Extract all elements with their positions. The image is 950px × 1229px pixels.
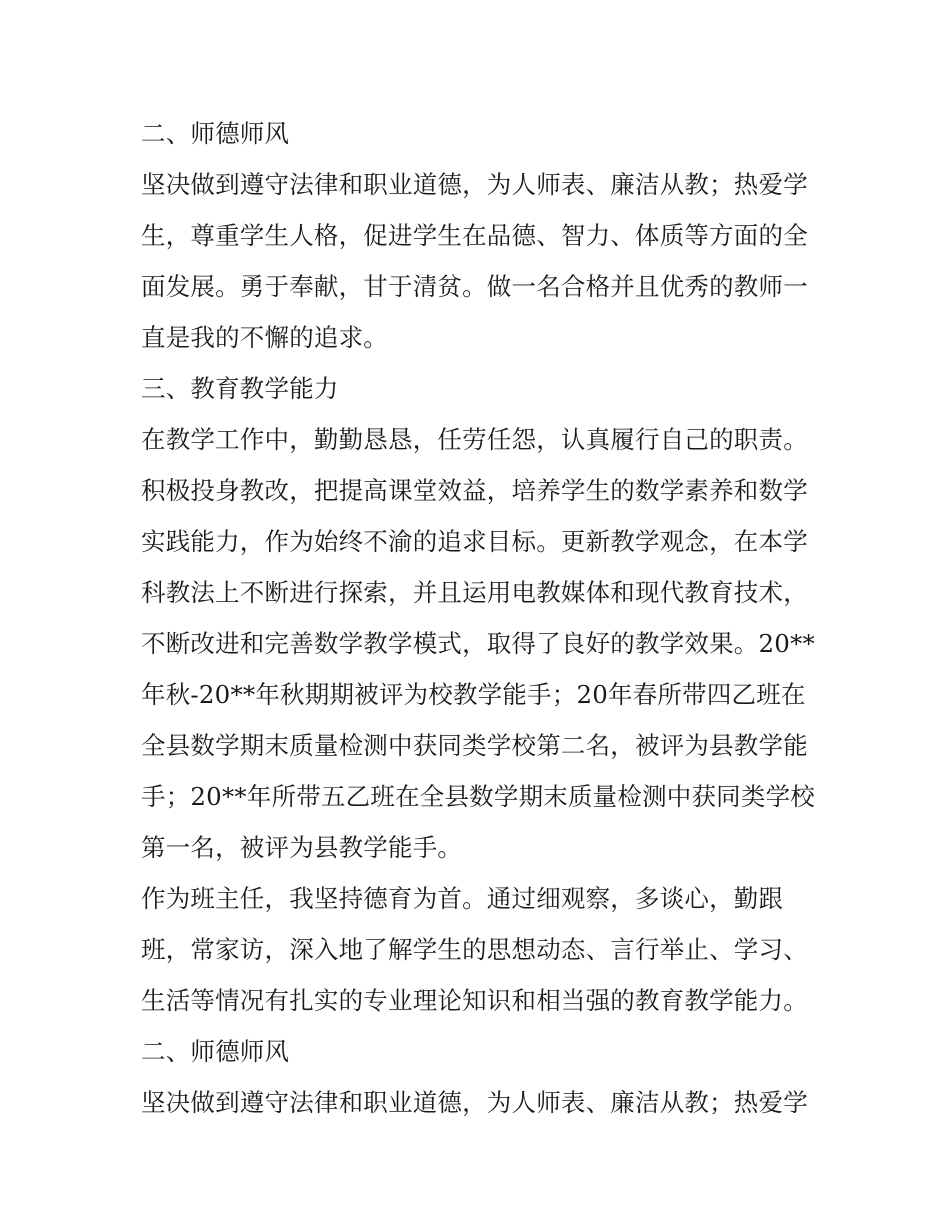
section-heading-teaching-ability: 三、教育教学能力 xyxy=(141,374,339,403)
paragraph-line: 班，常家访，深入地了解学生的思想动态、言行举止、学习、 xyxy=(141,935,808,964)
paragraph-line: 在教学工作中，勤勤恳恳，任劳任怨，认真履行自己的职责。 xyxy=(141,425,808,454)
paragraph-line: 生活等情况有扎实的专业理论知识和相当强的教育教学能力。 xyxy=(141,986,808,1015)
paragraph-line: 坚决做到遵守法律和职业道德，为人师表、廉洁从教；热爱学 xyxy=(141,1088,808,1117)
paragraph-line: 直是我的不懈的追求。 xyxy=(141,323,388,352)
paragraph-line: 科教法上不断进行探索，并且运用电教媒体和现代教育技术， xyxy=(141,578,808,607)
section-heading-ethics-repeat: 二、师德师风 xyxy=(141,1037,290,1066)
section-heading-ethics: 二、师德师风 xyxy=(141,119,290,148)
paragraph-line: 全县数学期末质量检测中获同类学校第二名，被评为县教学能 xyxy=(141,731,808,760)
paragraph-line: 年秋-20**年秋期期被评为校教学能手；20年春所带四乙班在 xyxy=(141,680,806,709)
paragraph-line: 面发展。勇于奉献，甘于清贫。做一名合格并且优秀的教师一 xyxy=(141,272,808,301)
paragraph-line: 坚决做到遵守法律和职业道德，为人师表、廉洁从教；热爱学 xyxy=(141,170,808,199)
paragraph-line: 作为班主任，我坚持德育为首。通过细观察，多谈心，勤跟 xyxy=(141,884,784,913)
paragraph-line: 积极投身教改，把提高课堂效益，培养学生的数学素养和数学 xyxy=(141,476,808,505)
document-body xyxy=(141,108,821,1128)
paragraph-line: 第一名，被评为县教学能手。 xyxy=(141,833,463,862)
paragraph-line: 不断改进和完善数学教学模式，取得了良好的教学效果。20** xyxy=(141,629,815,658)
paragraph-line: 生，尊重学生人格，促进学生在品德、智力、体质等方面的全 xyxy=(141,221,808,250)
paragraph-line: 实践能力，作为始终不渝的追求目标。更新教学观念，在本学 xyxy=(141,527,808,556)
paragraph-line: 手；20**年所带五乙班在全县数学期末质量检测中获同类学校 xyxy=(141,782,815,811)
